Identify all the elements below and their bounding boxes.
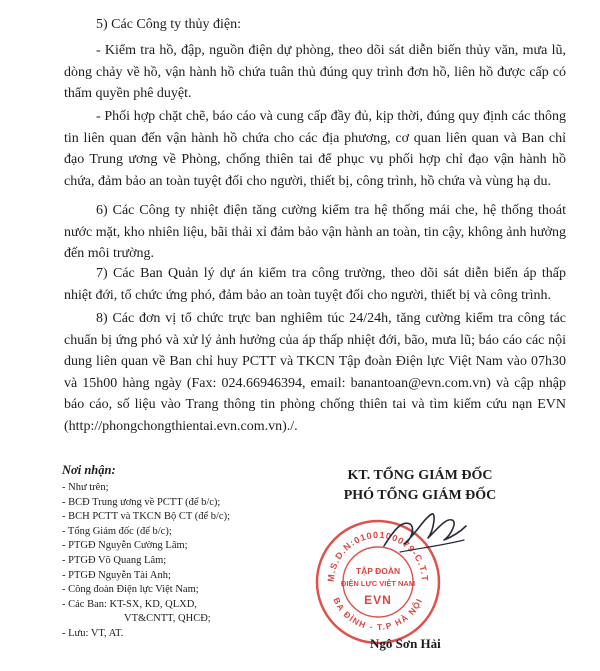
recipient-item: - Công đoàn Điện lực Việt Nam;	[62, 584, 199, 596]
recipient-item: - PTGĐ Nguyễn Tài Anh;	[62, 569, 171, 581]
paragraph-hydropower-coordinate: - Phối hợp chặt chẽ, báo cáo và cung cấp đầy đủ, kịp thời, đúng quy định các thông tin liên quan đến vận hành hồ chứa cho các địa phương, cơ quan liên quan và Ban chỉ đạo Trung ương về Phòng, chống thiên tai để phục vụ phối hợp chỉ đạo vận hành hồ chứa, đảm bảo an toàn tuyệt đối cho người, thiết bị, công trình, hồ chứa và vùng hạ du.	[64, 109, 566, 189]
recipient-item: - PTGĐ Võ Quang Lâm;	[62, 554, 167, 566]
paragraph-hydropower-check: - Kiểm tra hồ, đập, nguồn điện dự phòng, theo dõi sát diễn biến thủy văn, mưa lũ, dòng chảy về hồ, vận hành hồ chứa tuân thủ đúng quy trình đơn hồ, liên hồ được cấp có thẩm quyền phê duyệt.	[64, 43, 566, 101]
recipient-item: - Lưu: VT, AT.	[62, 627, 124, 639]
recipient-item: - BCH PCTT và TKCN Bộ CT (để b/c);	[62, 511, 230, 523]
recipients-list	[62, 481, 312, 642]
stamp-center-line1: TẬP ĐOÀN	[355, 566, 401, 576]
recipient-item: - PTGĐ Nguyễn Cường Lâm;	[62, 540, 188, 552]
paragraph-project-boards: 7) Các Ban Quản lý dự án kiểm tra công trường, theo dõi sát diễn biến áp thấp nhiệt đới, tổ chức ứng phó, đảm bảo an toàn tuyệt đối cho người, thiết bị và công trình.	[64, 266, 566, 303]
recipient-item-continued: VT&CNTT, QHCĐ;	[124, 613, 211, 625]
signer-name: Ngô Sơn Hải	[370, 636, 441, 651]
stamp-logo: EVN	[364, 593, 392, 607]
stamp-tax-code: M.S.D.N:0100100079-C.T.T	[325, 529, 431, 583]
recipient-item: - Như trên;	[62, 482, 109, 493]
stamp-address: BA ĐÌNH - T.P HÀ NỘI	[331, 595, 425, 633]
recipients-title: Nơi nhận:	[62, 463, 116, 477]
signature-position-line: PHÓ TỔNG GIÁM ĐỐC	[343, 488, 497, 503]
recipient-item: - Các Ban: KT-SX, KD, QLXD,	[62, 598, 197, 610]
stamp-center-line2: ĐIỆN LỰC VIỆT NAM	[340, 579, 416, 588]
recipient-item: - Tổng Giám đốc (để b/c);	[62, 525, 172, 537]
paragraph-hydropower-heading: 5) Các Công ty thủy điện:	[96, 17, 242, 32]
paragraph-thermal-power: 6) Các Công ty nhiệt điện tăng cường kiểm tra hệ thống mái che, hệ thống thoát nước mặt, kho nhiên liệu, bãi thải xỉ đảm bảo vận hành an toàn, tin cậy, không ảnh hưởng đến môi trường.	[64, 203, 566, 261]
signature-authority-line: KT. TỔNG GIÁM ĐỐC	[347, 468, 493, 483]
paragraph-units-duty: 8) Các đơn vị tổ chức trực ban nghiêm túc 24/24h, tăng cường kiểm tra công tác chuẩn bị ứng phó và xử lý ảnh hưởng của áp thấp nhiệt đới, bão, mưa lũ; báo cáo các nội dung liên quan về Ban chỉ huy PCTT và TKCN Tập đoàn Điện lực Việt Nam vào 07h30 và 15h00 hàng ngày (Fax: 024.66946394, email: banantoan@evn.com.vn) và cập nhập báo cáo, số liệu vào Trang thông tin phòng chống thiên tai và tìm kiếm cứu nạn EVN (http://phongchongthientai.evn.com.vn)./.	[64, 311, 566, 434]
handwritten-signature	[380, 500, 470, 560]
recipient-item: - BCĐ Trung ương về PCTT (để b/c);	[62, 496, 221, 508]
recipients-block	[62, 463, 312, 642]
